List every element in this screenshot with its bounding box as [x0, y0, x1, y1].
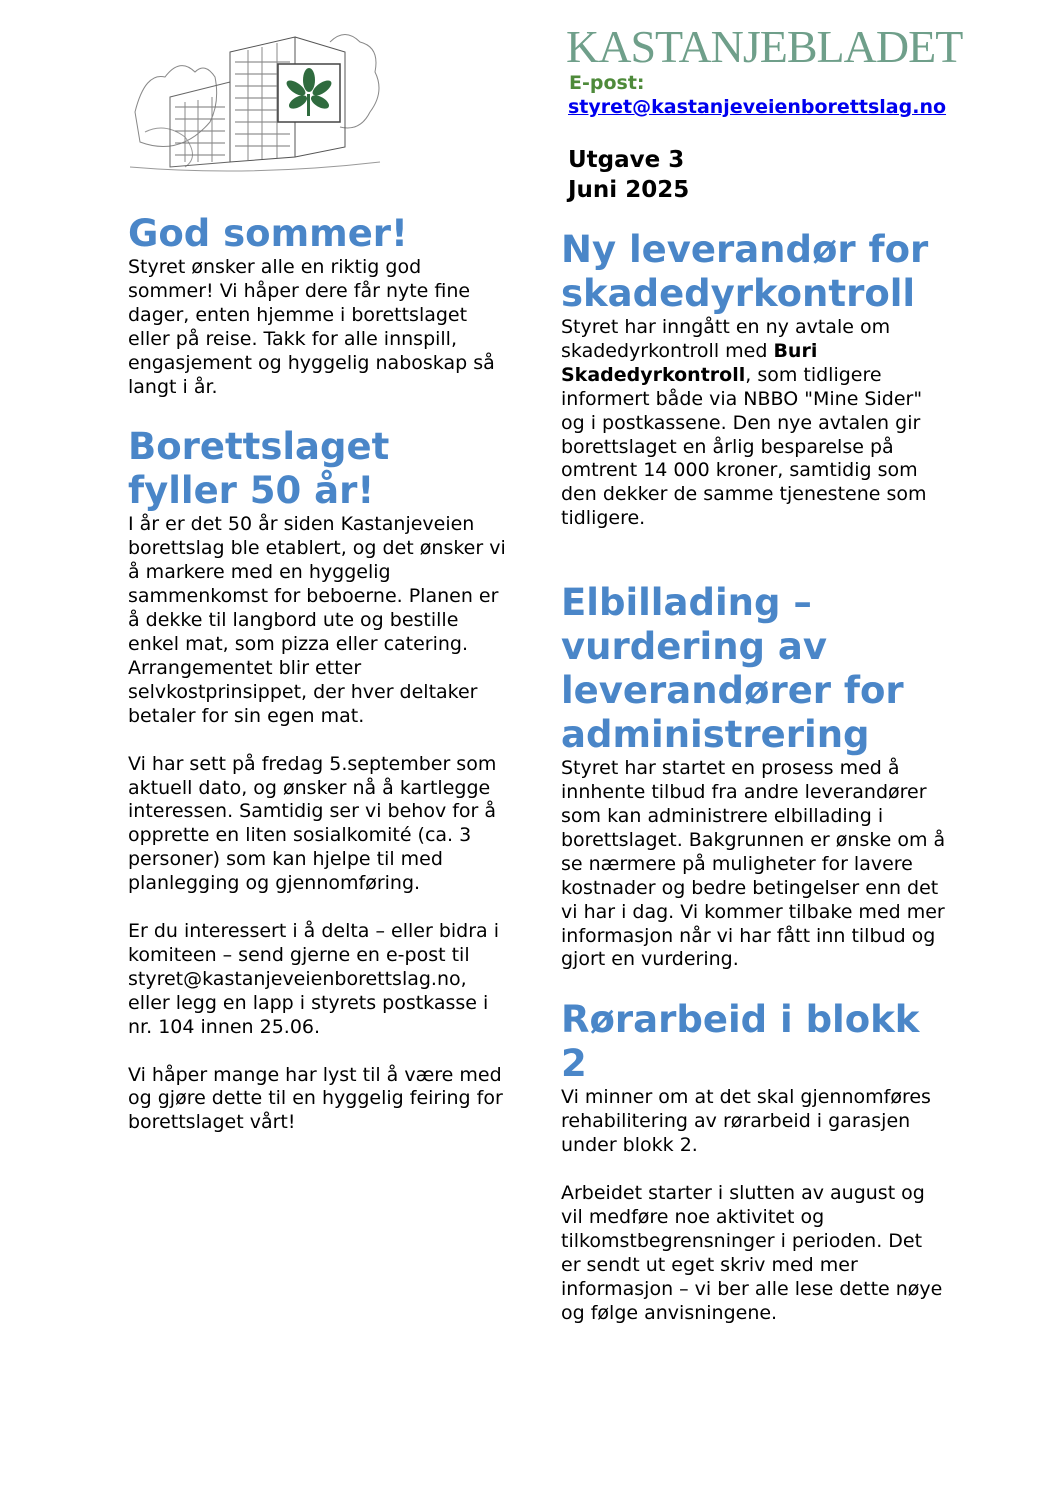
building-logo-icon: [130, 22, 385, 172]
paragraph: Styret har inngått en ny avtale om skadedyrkontroll med Buri Skadedyrkontroll, som tidligere informert både via NBBO "Mine Sider" og i postkassene. Den nye avtalen gir borettslaget en årlig besparelse på omtrent 14 000 kroner, samtidig som den dekker de samme tjenestene som tidligere.: [561, 316, 927, 530]
email-link[interactable]: styret@kastanjeveienborettslag.no: [568, 96, 947, 118]
section-body-summer: [128, 256, 508, 399]
paragraph: Styret har startet en prosess med å innhente tilbud fra andre leverandører som kan administrere elbillading i borettslaget. Bakgrunnen er ønske om å se nærmere på muligheter for lavere kostnader og bedre betingelser enn det vi har i dag. Vi kommer tilbake med mer informasjon når vi har fått inn tilbud og gjort en vurdering.: [561, 757, 946, 971]
email-label: E-post:: [569, 72, 645, 94]
section-body-ev-charging: [561, 757, 946, 972]
section-heading-pipe-work: Rørarbeid i blokk 2: [561, 998, 920, 1086]
section-heading-pest-control: Ny leverandør for skadedyrkontroll: [561, 228, 929, 315]
paragraph: Er du interessert i å delta – eller bidra i komiteen – send gjerne en e-post til styret@kastanjeveienborettslag.no, eller legg en lapp i styrets postkasse i nr. 104 innen 25.06.: [128, 920, 499, 1038]
section-body-pipe-work: [561, 1086, 946, 1325]
paragraph: I år er det 50 år siden Kastanjeveien borettslag ble etablert, og det ønsker vi å markere med en hyggelig sammenkomst for beboerne. Planen er å dekke til langbord ute og bestille enkel mat, som pizza eller catering. Arrangementet blir etter selvkostprinsippet, der hver deltaker betaler for sin egen mat.: [128, 513, 506, 727]
right-column: [561, 228, 946, 1325]
paragraph: Vi håper mange har lyst til å være med og gjøre dette til en hyggelig feiring for borettslaget vårt!: [128, 1063, 503, 1134]
section-heading-ev-charging: Elbillading – vurdering av leverandører for administrering: [561, 581, 904, 757]
section-body-pest-control: [561, 316, 946, 531]
issue-info: [568, 145, 689, 205]
paragraph: Styret ønsker alle en riktig god sommer! Vi håper dere får nyte fine dager, enten hjemme i borettslaget eller på reise. Takk for alle innspill, engasjement og hyggelig naboskap så langt i år.: [128, 256, 495, 398]
issue-date: Juni 2025: [568, 177, 690, 203]
supplier-name: Buri Skadedyrkontroll: [561, 339, 818, 386]
paragraph: Vi minner om at det skal gjennomføres rehabilitering av rørarbeid i garasjen under blokk 2.: [561, 1086, 931, 1157]
section-heading-anniversary: Borettslaget fyller 50 år!: [128, 425, 390, 513]
issue-number: Utgave 3: [568, 147, 685, 173]
paragraph: Arbeidet starter i slutten av august og vil medføre noe aktivitet og tilkomstbegrensninger i perioden. Det er sendt ut eget skriv med mer informasjon – vi ber alle lese dette nøye og følge anvisningene.: [561, 1182, 943, 1324]
section-body-anniversary: [128, 513, 508, 1135]
section-heading-summer: God sommer!: [128, 212, 408, 255]
paragraph: Vi har sett på fredag 5.september som aktuell dato, og ønsker nå å kartlegge interessen. Samtidig ser vi behov for å opprette en liten sosialkomité (ca. 3 personer) som kan hjelpe til med planlegging og gjennomføring.: [128, 752, 497, 895]
left-column: [128, 212, 508, 1135]
newsletter-masthead: KASTANJEBLADET: [566, 21, 963, 72]
